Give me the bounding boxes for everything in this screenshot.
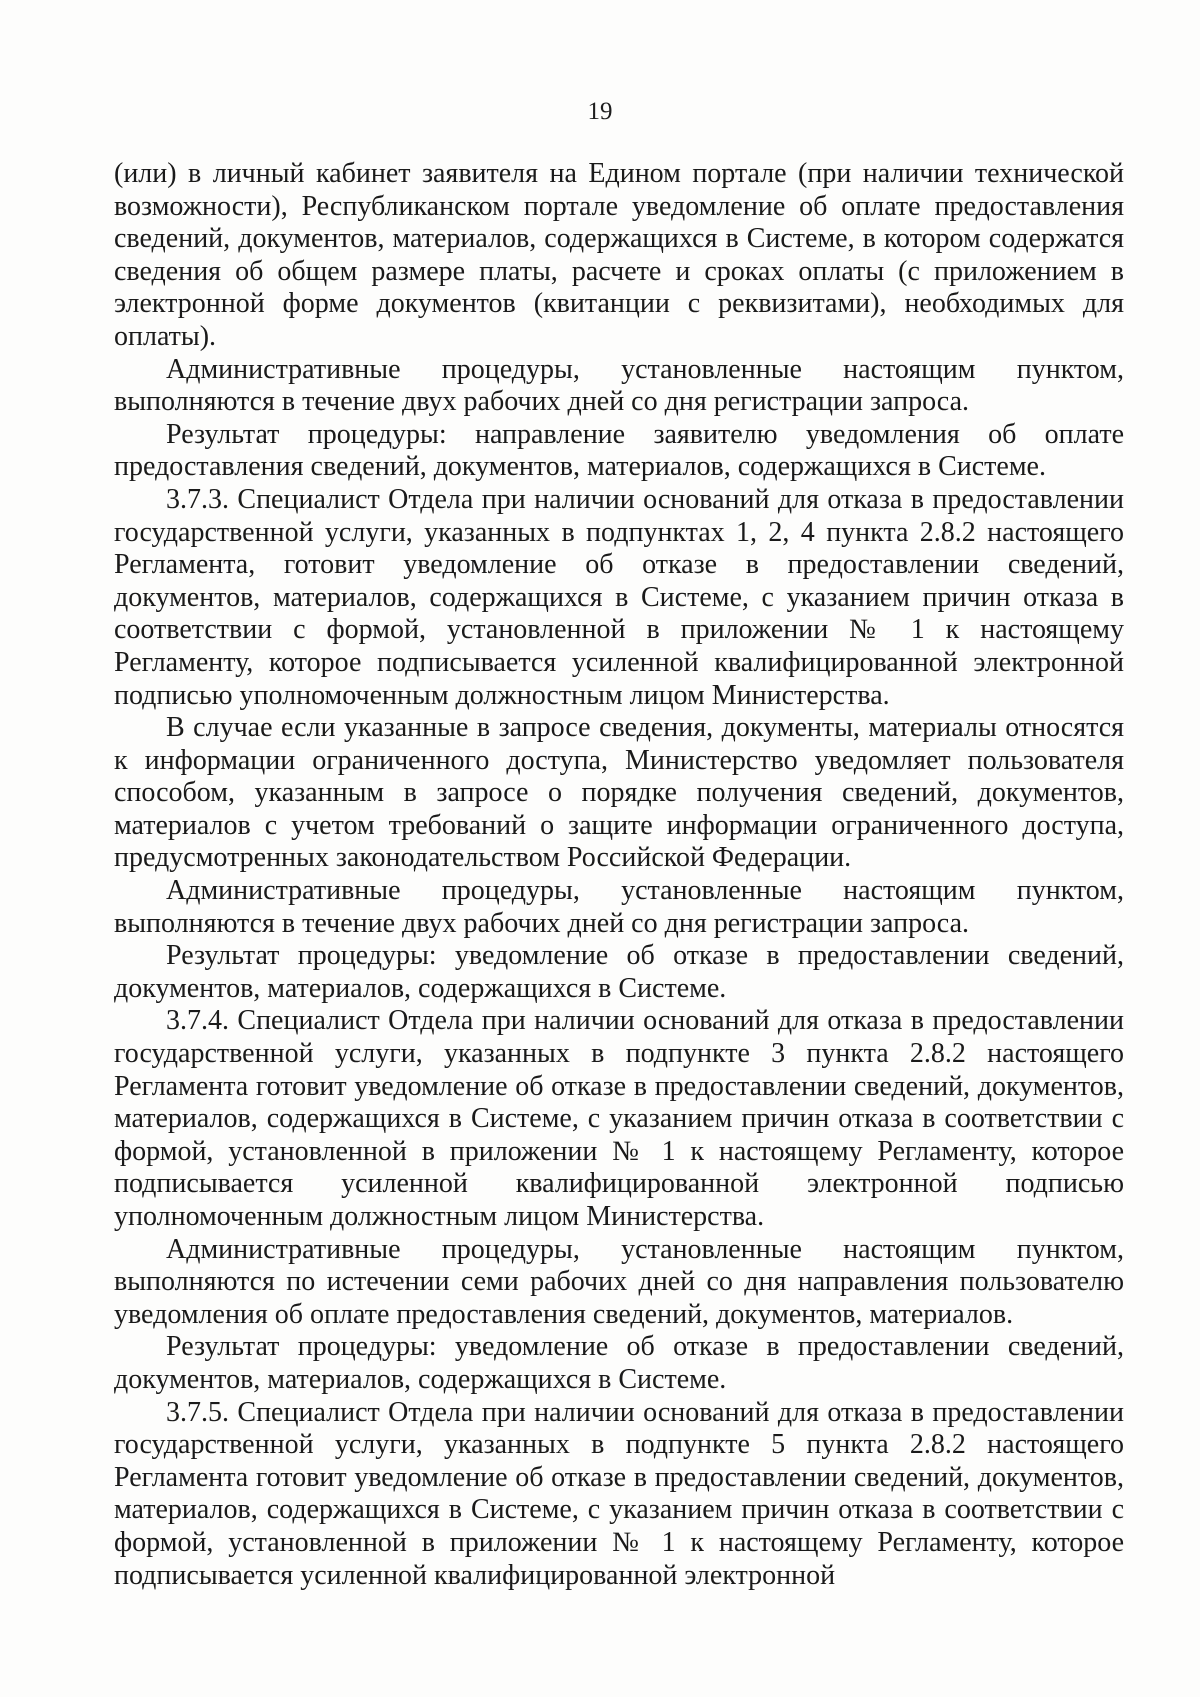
page-number: 19 (587, 98, 613, 125)
paragraph: Результат процедуры: направление заявителю уведомления об оплате предоставления сведений, документов, материалов, содержащихся в Системе. (114, 418, 1124, 483)
document-body (114, 158, 1124, 1592)
paragraph: Административные процедуры, установленные настоящим пунктом, выполняются по истечении семи рабочих дней со дня направления пользователю уведомления об оплате предоставления сведений, документов, материалов. (114, 1233, 1124, 1330)
paragraph-clause-3-7-3: 3.7.3. Специалист Отдела при наличии оснований для отказа в предоставлении государственной услуги, указанных в подпунктах 1, 2, 4 пункта 2.8.2 настоящего Регламента, готовит уведомление об отказе в предоставлении сведений, документов, материалов, содержащихся в Системе, с указанием причин отказа в соответствии с формой, установленной в приложении № 1 к настоящему Регламенту, которое подписывается усиленной квалифицированной электронной подписью уполномоченным должностным лицом Министерства. (114, 483, 1124, 711)
paragraph: Результат процедуры: уведомление об отказе в предоставлении сведений, документов, материалов, содержащихся в Системе. (114, 1331, 1124, 1395)
paragraph-clause-3-7-4: 3.7.4. Специалист Отдела при наличии оснований для отказа в предоставлении государственной услуги, указанных в подпункте 3 пункта 2.8.2 настоящего Регламента готовит уведомление об отказе в предоставлении сведений, документов, материалов, содержащихся в Системе, с указанием причин отказа в соответствии с формой, установленной в приложении № 1 к настоящему Регламенту, которое подписывается усиленной квалифицированной электронной подписью уполномоченным должностным лицом Министерства. (114, 1005, 1124, 1232)
paragraph: Административные процедуры, установленные настоящим пунктом, выполняются в течение двух рабочих дней со дня регистрации запроса. (114, 353, 1124, 418)
paragraph: В случае если указанные в запросе сведения, документы, материалы относятся к информации ограниченного доступа, Министерство уведомляет пользователя способом, указанным в запросе о порядке получения сведений, документов, материалов с учетом требований о защите информации ограниченного доступа, предусмотренных законодательством Российской Федерации. (114, 712, 1124, 874)
paragraph: Административные процедуры, установленные настоящим пунктом, выполняются в течение двух рабочих дней со дня регистрации запроса. (114, 875, 1124, 939)
paragraph-continuation: (или) в личный кабинет заявителя на Едином портале (при наличии технической возможности), Республиканском портале уведомление об оплате предоставления сведений, документов, материалов, содержащихся в Системе, в котором содержатся сведения об общем размере платы, расчете и сроках оплаты (с приложением в электронной форме документов (квитанции с реквизитами), необходимых для оплаты). (114, 158, 1124, 352)
paragraph: Результат процедуры: уведомление об отказе в предоставлении сведений, документов, материалов, содержащихся в Системе. (114, 940, 1124, 1004)
paragraph-clause-3-7-5: 3.7.5. Специалист Отдела при наличии оснований для отказа в предоставлении государственной услуги, указанных в подпункте 5 пункта 2.8.2 настоящего Регламента готовит уведомление об отказе в предоставлении сведений, документов, материалов, содержащихся в Системе, с указанием причин отказа в соответствии с формой, установленной в приложении № 1 к настоящему Регламенту, которое подписывается усиленной квалифицированной электронной (114, 1396, 1124, 1591)
